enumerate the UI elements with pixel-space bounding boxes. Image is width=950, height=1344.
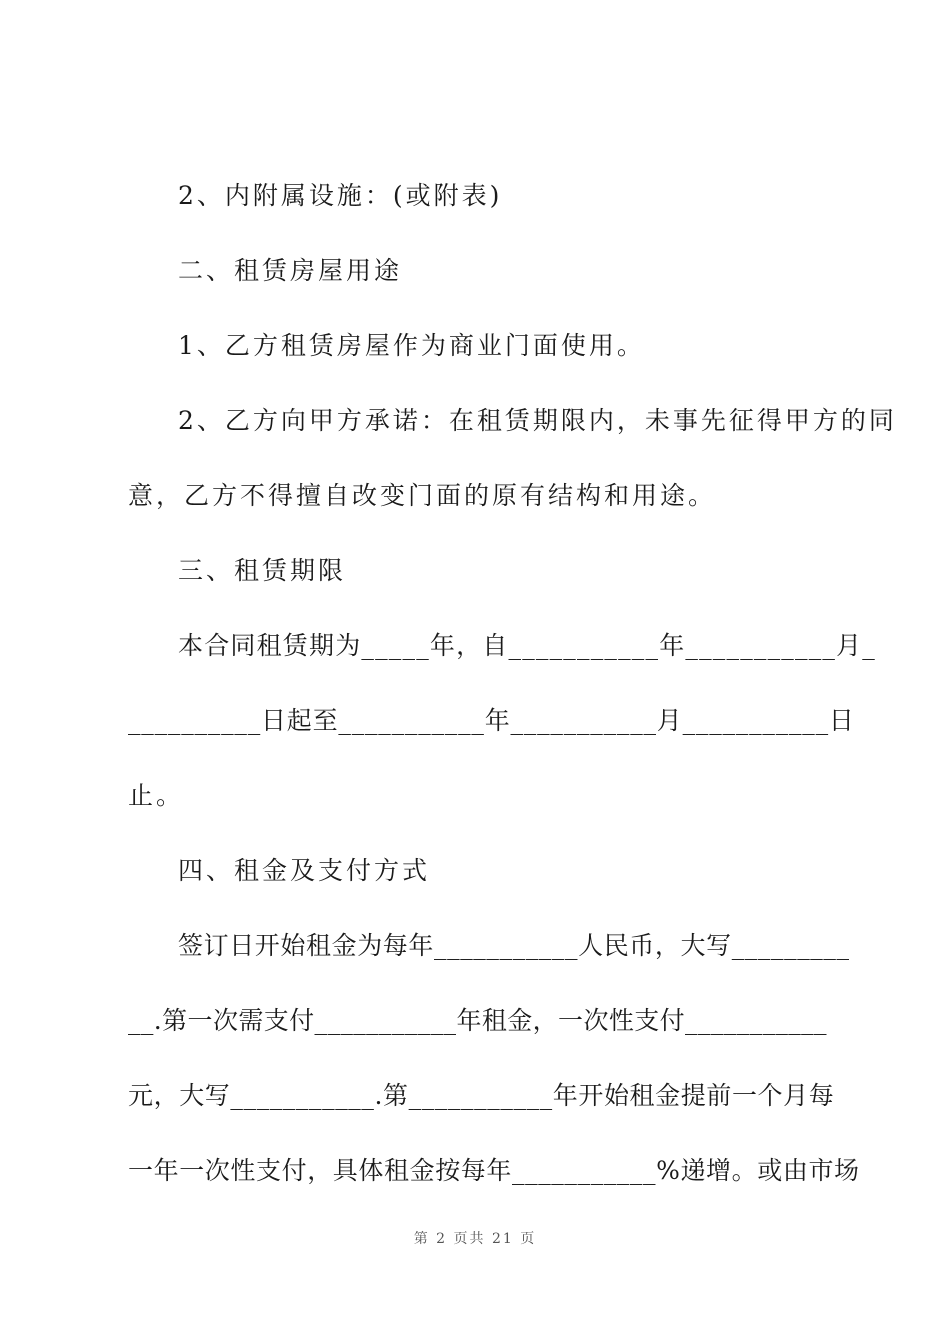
paragraph-rent-1: 签订日开始租金为每年___________人民币，大写_________ [178,931,850,960]
paragraph-term-end: 止。 [128,781,185,810]
paragraph-facilities: 2、内附属设施：(或附表) [178,181,503,210]
paragraph-usage-2-cont: 意，乙方不得擅自改变门面的原有结构和用途。 [128,481,717,510]
paragraph-term-cont: __________日起至___________年___________月___________日 [128,706,855,735]
paragraph-rent-2: __.第一次需支付___________年租金，一次性支付___________ [128,1006,827,1035]
paragraph-usage-2: 2、乙方向甲方承诺：在租赁期限内，未事先征得甲方的同 [178,406,897,435]
paragraph-rent-3: 元，大写___________.第___________年开始租金提前一个月每 [128,1081,835,1110]
paragraph-rent-4: 一年一次性支付，具体租金按每年___________%递增。或由市场 [128,1156,860,1185]
paragraph-usage-1: 1、乙方租赁房屋作为商业门面使用。 [178,331,645,360]
paragraph-term: 本合同租赁期为_____年，自___________年___________月_ [178,631,877,660]
section-heading-term: 三、租赁期限 [178,556,347,585]
page-number-footer: 第 2 页共 21 页 [413,1231,537,1247]
section-heading-usage: 二、租赁房屋用途 [178,256,403,285]
section-heading-rent: 四、租金及支付方式 [178,856,431,885]
